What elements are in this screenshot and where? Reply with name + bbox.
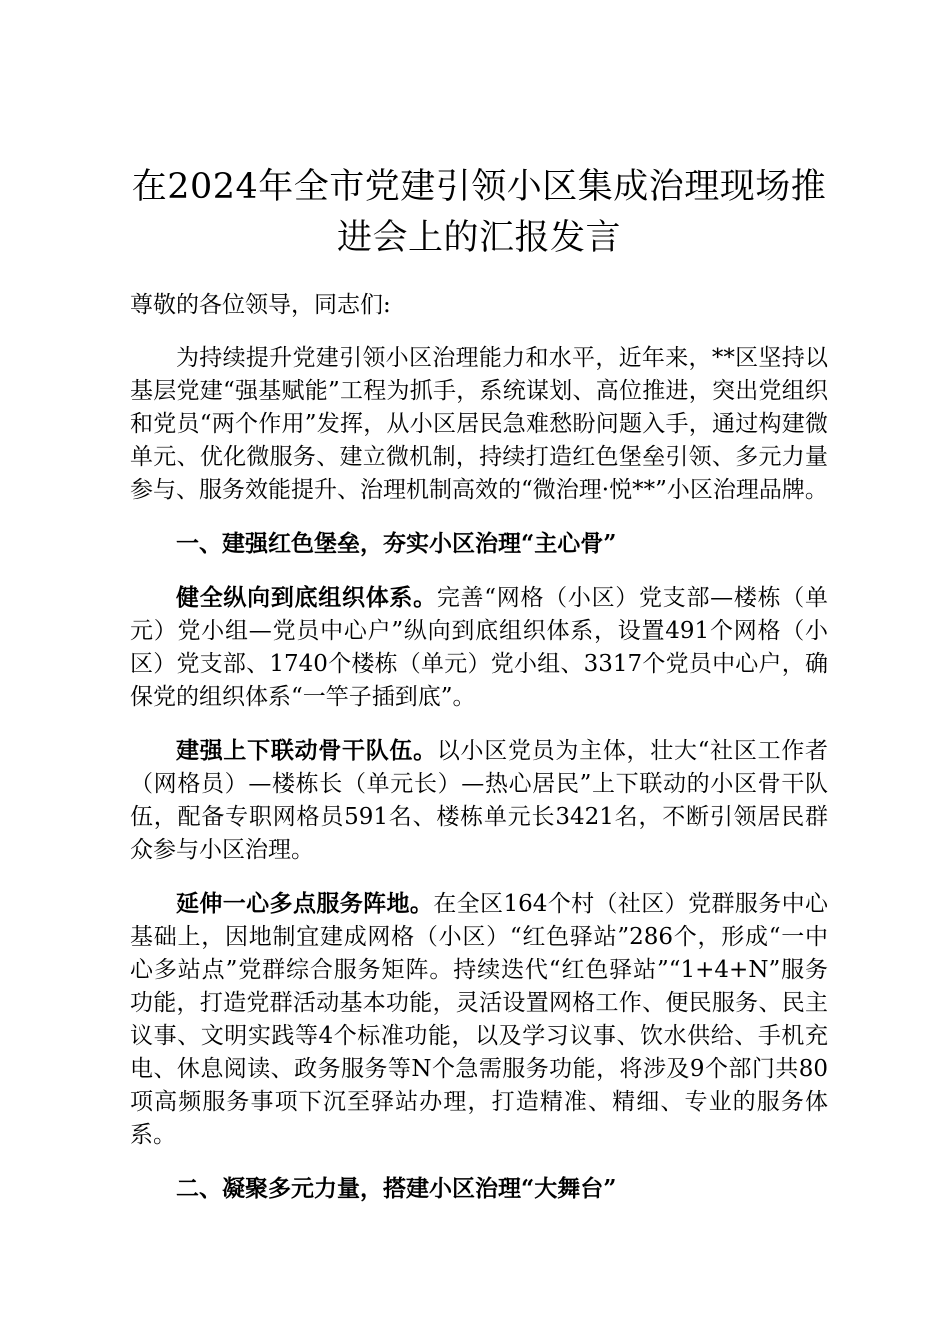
title-line-2: 进会上的汇报发言: [336, 218, 621, 258]
section-1-paragraph-1: [130, 581, 828, 714]
intro-paragraph: 为持续提升党建引领小区治理能力和水平，近年来，**区坚持以基层党建“强基赋能”工程为抓手，系统谋划、高位推进，突出党组织和党员“两个作用”发挥，从小区居民急难愁盼问题入手，通过构建微单元、优化微服务、建立微机制，持续打造红色堡垒引领、多元力量参与、服务效能提升、治理机制高效的“微治理·悦**”小区治理品牌。: [130, 345, 828, 503]
paragraph-text: 完善“网格（小区）党支部—楼栋（单元）党小组—党员中心户”纵向到底组织体系，设置491个网格（小区）党支部、1740个楼栋（单元）党小组、3317个党员中心户，确保党的组织体系“一竿子插到底”。: [130, 585, 829, 710]
salutation: 尊敬的各位领导，同志们:: [130, 292, 391, 318]
paragraph-lead: 健全纵向到底组织体系。: [176, 584, 437, 611]
section-1-heading: 一、建强红色堡垒，夯实小区治理“主心骨”: [176, 530, 617, 557]
title-line-1: 在2024年全市党建引领小区集成治理现场推: [131, 167, 827, 207]
paragraph-lead: 建强上下联动骨干队伍。: [176, 737, 437, 764]
section-1-paragraph-3: [130, 887, 828, 1152]
document-title: [130, 162, 828, 264]
section-1-paragraph-2: [130, 734, 828, 867]
paragraph-text: 以小区党员为主体，壮大“社区工作者（网格员）—楼栋长（单元长）—热心居民”上下联动的小区骨干队伍，配备专职网格员591名、楼栋单元长3421名，不断引领居民群众参与小区治理。: [130, 738, 829, 863]
section-2-heading: 二、凝聚多元力量，搭建小区治理“大舞台”: [176, 1175, 617, 1202]
paragraph-text: 在全区164个村（社区）党群服务中心基础上，因地制宜建成网格（小区）“红色驿站”286个，形成“一中心多站点”党群综合服务矩阵。持续迭代“红色驿站”“1+4+N”服务功能，打造党群活动基本功能，灵活设置网格工作、便民服务、民主议事、文明实践等4个标准功能，以及学习议事、饮水供给、手机充电、休息阅读、政务服务等N个急需服务功能，将涉及9个部门共80项高频服务事项下沉至驿站办理，打造精准、精细、专业的服务体系。: [130, 891, 829, 1148]
paragraph-lead: 延伸一心多点服务阵地。: [176, 890, 434, 917]
